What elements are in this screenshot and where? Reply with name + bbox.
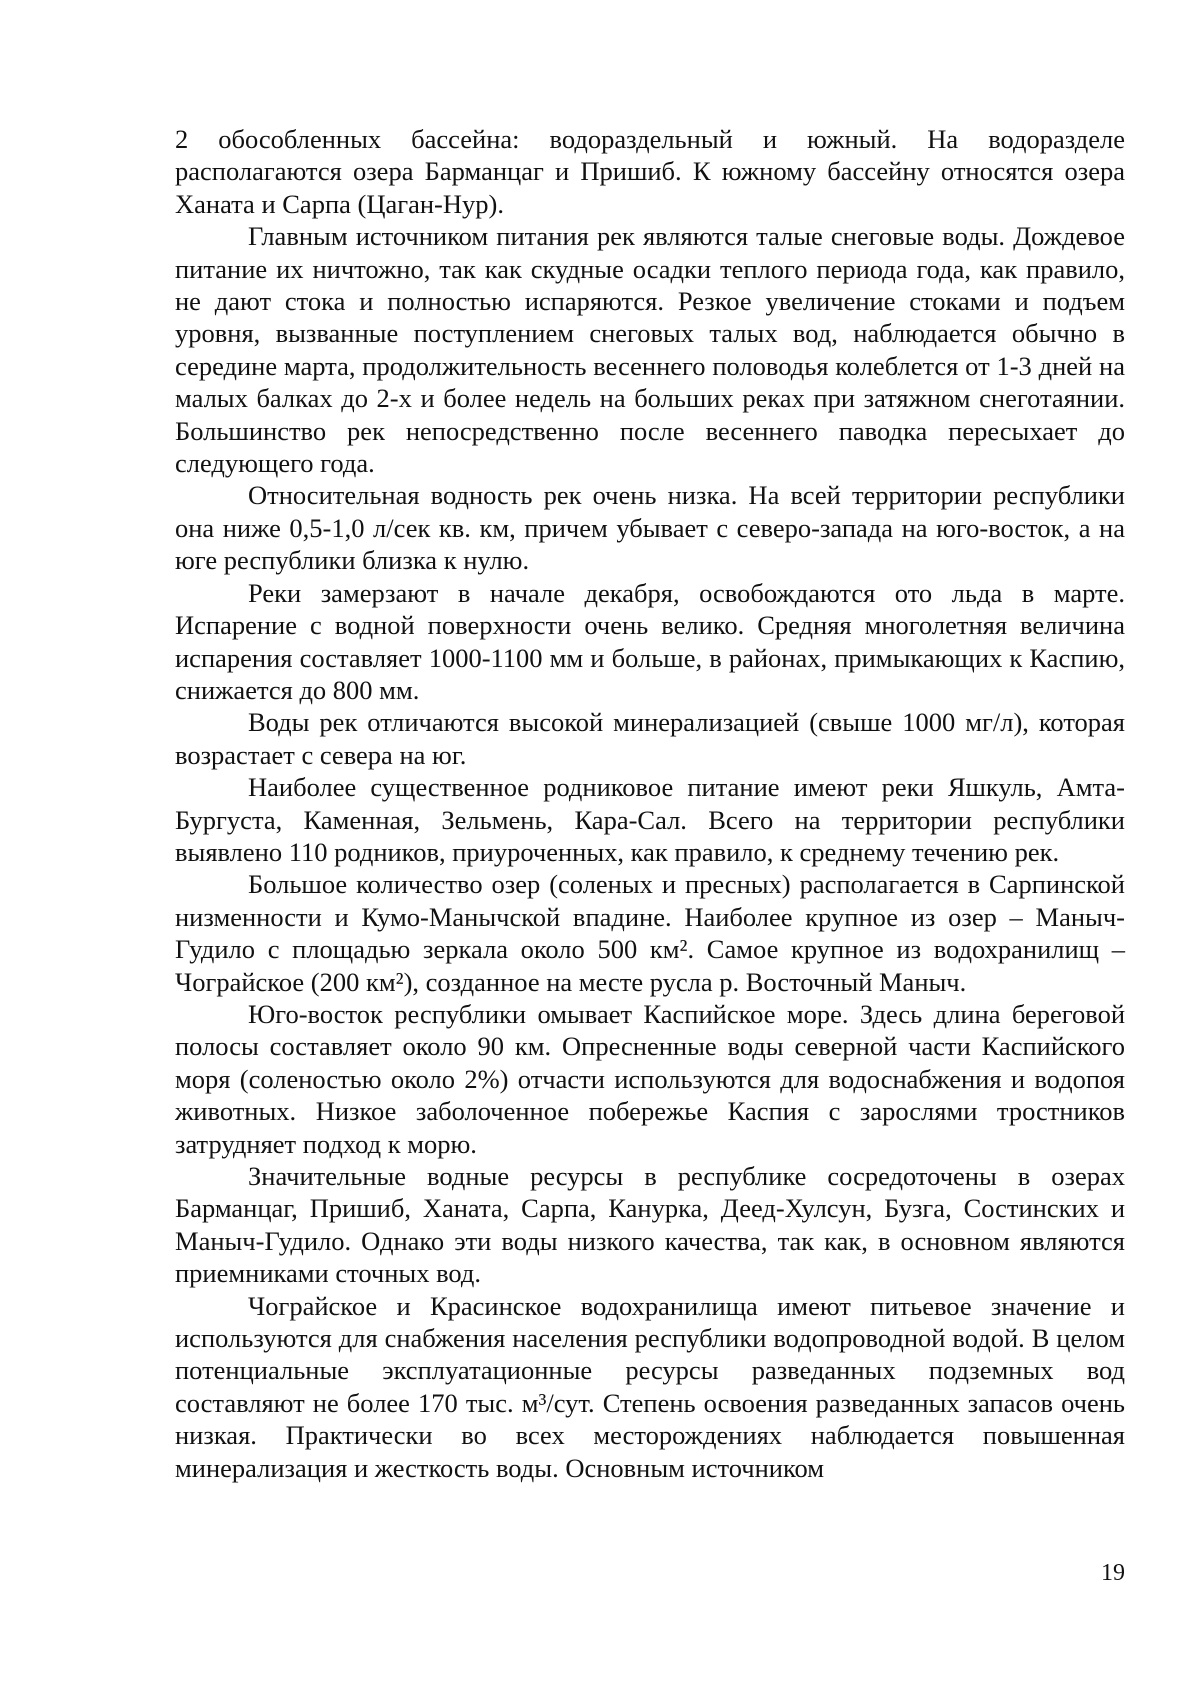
paragraph-freezing-evaporation: Реки замерзают в начале декабря, освобождаются ото льда в марте. Испарение с водной поверхности очень велико. Средняя многолетняя величина испарения составляет 1000-1100 мм и больше, в районах, примыкающих к Каспию, снижается до 800 мм. bbox=[175, 577, 1125, 705]
paragraph-river-feeding: Главным источником питания рек являются талые снеговые воды. Дождевое питание их ничтожно, так как скудные осадки теплого периода года, как правило, не дают стока и полностью испаряются. Резкое увеличение стоками и подъем уровня, вызванные поступлением снеговых талых вод, наблюдается обычно в середине марта, продолжительность весеннего половодья колеблется от 1-3 дней на малых балках до 2-х и более недель на больших реках при затяжном снеготаянии. Большинство рек непосредственно после весеннего паводка пересыхает до следующего года. bbox=[175, 221, 1125, 479]
paragraph-reservoirs: Чограйское и Красинское водохранилища имеют питьевое значение и используются для снабжения населения республики водопроводной водой. В целом потенциальные эксплуатационные ресурсы разведанных подземных вод составляют не более 170 тыс. м³/сут. Степень освоения разведанных запасов очень низкая. Практически во всех месторождениях наблюдается повышенная минерализация и жесткость воды. Основным источником bbox=[175, 1290, 1125, 1483]
page-number: 19 bbox=[1101, 1560, 1125, 1586]
paragraph-water-content: Относительная водность рек очень низка. На всей территории республики она ниже 0,5-1,0 л/сек кв. км, причем убывает с северо-запада на юго-восток, а на юге республики близка к нулю. bbox=[175, 480, 1125, 576]
document-body bbox=[175, 123, 1125, 1484]
paragraph-springs: Наиболее существенное родниковое питание имеют реки Яшкуль, Амта-Бургуста, Каменная, Зельмень, Кара-Сал. Всего на территории республики выявлено 110 родников, приуроченных, как правило, к среднему течению рек. bbox=[175, 772, 1125, 867]
paragraph-water-resources: Значительные водные ресурсы в республике сосредоточены в озерах Барманцаг, Пришиб, Ханата, Сарпа, Канурка, Деед-Хулсун, Бузга, Состинских и Маныч-Гудило. Однако эти воды низкого качества, так как, в основном являются приемниками сточных вод. bbox=[175, 1161, 1125, 1289]
paragraph-lakes: Большое количество озер (соленых и пресных) располагается в Сарпинской низменности и Кумо-Манычской впадине. Наиболее крупное из озер – Маныч-Гудило с площадью зеркала около 500 км². Самое крупное из водохранилищ – Чограйское (200 км²), созданное на месте русла р. Восточный Маныч. bbox=[175, 869, 1125, 997]
paragraph-caspian: Юго-восток республики омывает Каспийское море. Здесь длина береговой полосы составляет около 90 км. Опресненные воды северной части Каспийского моря (соленостью около 2%) отчасти используются для водоснабжения и водопоя животных. Низкое заболоченное побережье Каспия с зарослями тростников затрудняет подход к морю. bbox=[175, 998, 1125, 1159]
paragraph-basins: 2 обособленных бассейна: водораздельный и южный. На водоразделе располагаются озера Барманцаг и Пришиб. К южному бассейну относятся озера Ханата и Сарпа (Цаган-Нур). bbox=[175, 124, 1125, 219]
paragraph-mineralization: Воды рек отличаются высокой минерализацией (свыше 1000 мг/л), которая возрастает с севера на юг. bbox=[175, 707, 1125, 770]
